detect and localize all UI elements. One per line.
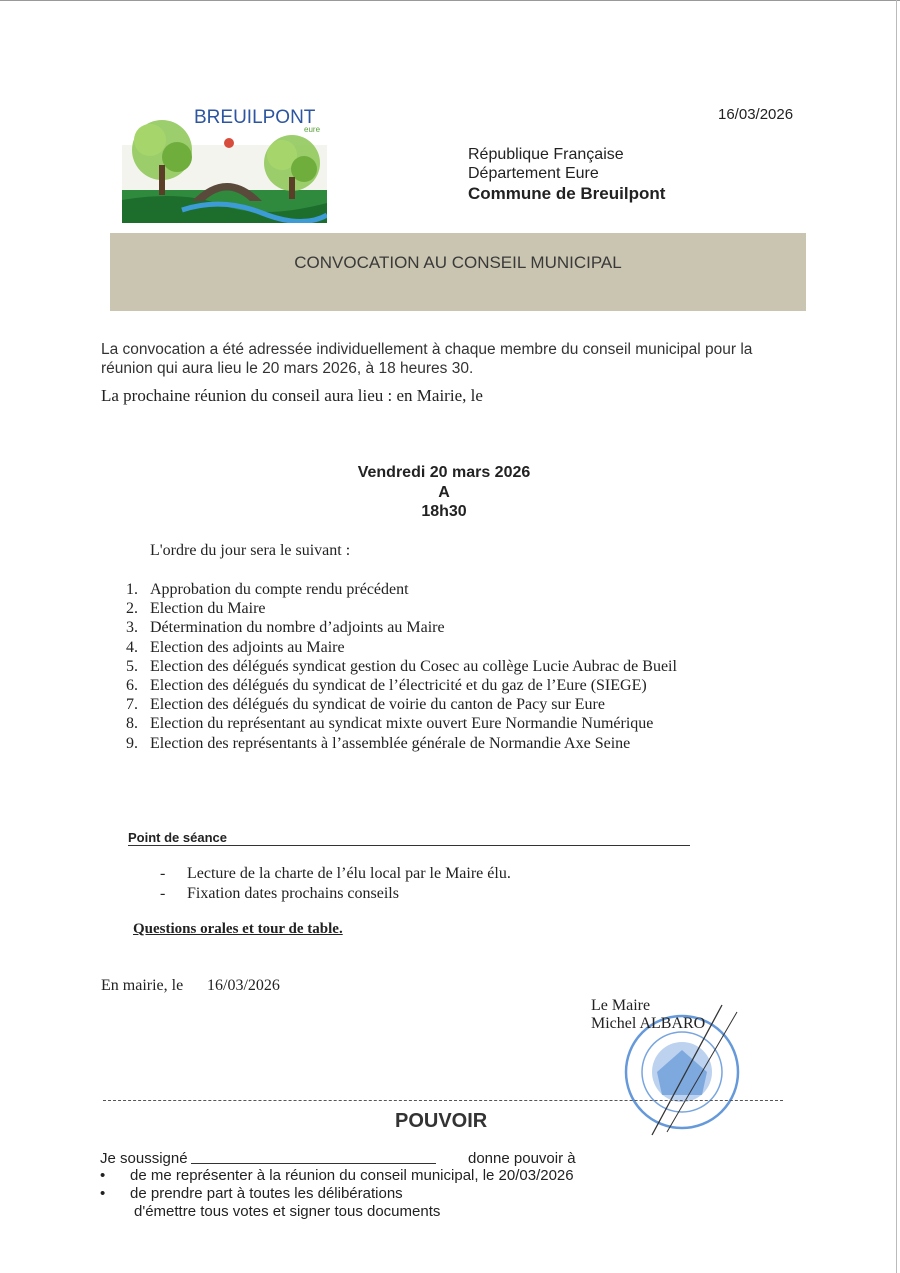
header-departement: Département Eure	[468, 165, 599, 182]
seance-label: Point de séance	[128, 830, 227, 845]
banner-title: CONVOCATION AU CONSEIL MUNICIPAL	[294, 253, 622, 272]
pouvoir-item: • de me représenter à la réunion du conseil municipal, le 20/03/2026	[100, 1167, 574, 1184]
meeting-a: A	[438, 484, 450, 501]
top-edge-line	[0, 0, 900, 5]
seance-item: - Lecture de la charte de l’élu local par le Maire élu.	[160, 865, 511, 882]
title-banner	[110, 233, 806, 311]
logo-text: BREUILPONT	[194, 107, 316, 128]
name-blank-line	[191, 1163, 436, 1164]
pouvoir-title: POUVOIR	[395, 1110, 488, 1132]
header-republique: République Française	[468, 146, 624, 163]
maire-name: Michel ALBARO	[591, 1015, 706, 1032]
meeting-time: 18h30	[421, 503, 467, 520]
donne-pouvoir-label: donne pouvoir à	[468, 1150, 576, 1167]
place-label: En mairie, le	[101, 977, 184, 994]
logo-subtext: eure	[304, 125, 321, 134]
agenda-intro: L'ordre du jour sera le suivant :	[150, 542, 351, 559]
pouvoir-item: d'émettre tous votes et signer tous documents	[134, 1203, 441, 1220]
next-meeting-text: La prochaine réunion du conseil aura lieu : en Mairie, le	[101, 386, 483, 405]
questions-heading: Questions orales et tour de table.	[133, 921, 343, 937]
breuilpont-logo	[122, 105, 327, 223]
date-top: 16/03/2026	[718, 106, 794, 123]
seance-item: - Fixation dates prochains conseils	[160, 885, 399, 902]
soussigne-label: Je soussigné	[100, 1150, 188, 1167]
dashed-separator	[103, 1100, 783, 1101]
meeting-day: Vendredi 20 mars 2026	[357, 464, 531, 481]
intro-paragraph: La convocation a été adressée individuellement à chaque membre du conseil municipal pour la réunion qui aura lieu le 20 mars 2026, à 18 heures 30.	[101, 341, 753, 377]
header-commune: Commune de Breuilpont	[468, 184, 666, 203]
maire-title: Le Maire	[591, 997, 651, 1014]
signature-date: 16/03/2026	[207, 977, 280, 994]
pouvoir-item: • de prendre part à toutes les délibérations	[100, 1185, 403, 1202]
right-edge-line	[896, 0, 897, 1273]
seance-underline	[128, 845, 690, 846]
